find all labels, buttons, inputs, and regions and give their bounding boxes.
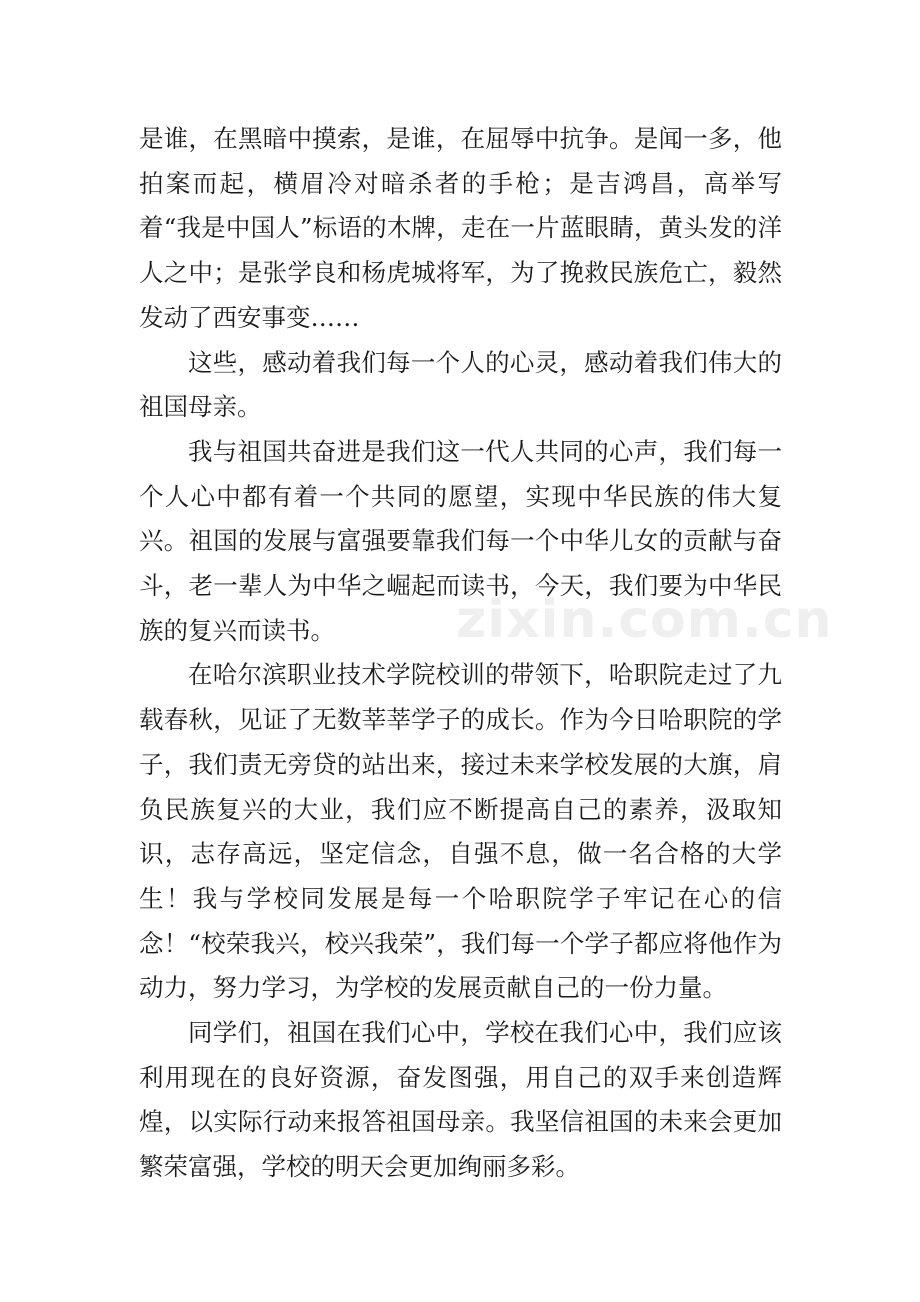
watermark: zixin.com.cn bbox=[456, 590, 833, 650]
paragraph-2: 这些，感动着我们每一个人的心灵，感动着我们伟大的祖国母亲。 bbox=[139, 347, 782, 422]
paragraph-4: 在哈尔滨职业技术学院校训的带领下，哈职院走过了九载春秋，见证了无数莘莘学子的成长。作为今日哈职院的学子，我们责无旁贷的站出来，接过未来学校发展的大旗，肩负民族复兴的大业，我们应不断提高自己的素养，汲取知识，志存高远，坚定信念，自强不息，做一名合格的大学生！我与学校同发展是每一个哈职院学子牢记在心的信念！“校荣我兴，校兴我荣”，我们每一个学子都应将他作为动力，努力学习，为学校的发展贡献自己的一份力量。 bbox=[139, 660, 782, 1003]
paragraph-3: 我与祖国共奋进是我们这一代人共同的心声，我们每一个人心中都有着一个共同的愿望，实现中华民族的伟大复兴。祖国的发展与富强要靠我们每一个中华儿女的贡献与奋斗，老一辈人为中华之崛起而读书，今天，我们要为中华民族的复兴而读书。 bbox=[139, 436, 782, 645]
document-body bbox=[139, 117, 833, 1190]
paragraph-5: 同学们，祖国在我们心中，学校在我们心中，我们应该利用现在的良好资源，奋发图强，用自己的双手来创造辉煌，以实际行动来报答祖国母亲。我坚信祖国的未来会更加繁荣富强，学校的明天会更加绚丽多彩。 bbox=[139, 1018, 782, 1182]
paragraph-1: 是谁，在黑暗中摸索，是谁，在屈辱中抗争。是闻一多，他拍案而起，横眉冷对暗杀者的手枪；是吉鸿昌，高举写着“我是中国人”标语的木牌，走在一片蓝眼睛，黄头发的洋人之中；是张学良和杨虎城将军，为了挽救民族危亡，毅然发动了西安事变…… bbox=[139, 124, 782, 332]
